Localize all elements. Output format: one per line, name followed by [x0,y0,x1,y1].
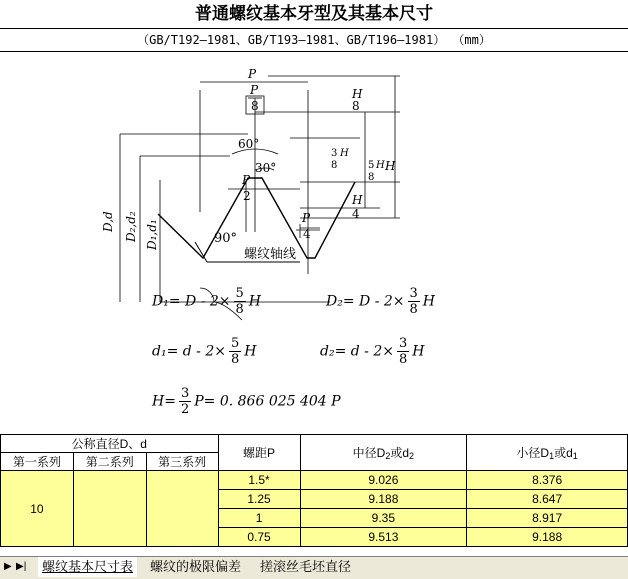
last-sheet-icon[interactable]: ▶| [16,561,27,572]
tab-limit-deviations[interactable]: 螺纹的极限偏差 [150,559,242,574]
header-series-2[interactable]: 第二系列 [73,453,146,471]
cell-pitch-diameter[interactable]: 9.188 [300,490,467,509]
height-quarter-4-label: 4 [352,207,360,221]
cell-minor-diameter[interactable]: 8.917 [467,509,628,528]
formula-H: H= $\frac{3}{2}$ P= 0. 866 025 404 P [152,386,341,417]
cell-series-1[interactable]: 10 [1,471,74,547]
thread-size-table [0,434,628,547]
header-pitch[interactable]: 螺距P [218,435,300,471]
height-quarter-label: H [352,193,363,207]
header-series-3[interactable]: 第三系列 [146,453,218,471]
cell-series-3[interactable] [146,471,218,547]
cell-pitch[interactable]: 1.5* [218,471,300,490]
cell-pitch[interactable]: 1 [218,509,300,528]
minor-diameter-label: D₁,d₁ [145,219,159,250]
formula-d1: d₁= d - 2× $\frac{5}{8}$ H [152,336,257,367]
tab-thread-sizes[interactable]: 螺纹基本尺寸表 [38,557,137,577]
major-diameter-label: D,d [101,211,115,232]
cell-series-2[interactable] [73,471,146,547]
header-pitch-diameter[interactable]: 中径$D_2$或$d_2$ [300,435,467,471]
five-eighths-H-label: H [376,160,385,171]
cell-pitch-diameter[interactable]: 9.026 [300,471,467,490]
five-eighths-8-label: 8 [368,172,375,183]
angle-60-label: 60° [238,137,260,151]
table-row [1,471,628,490]
pitch-fraction-label: P [250,83,259,97]
cell-minor-diameter[interactable]: 8.376 [467,471,628,490]
half-pitch-2-label: 2 [243,189,251,203]
sheet-subtitle: （GB/T192—1981、GB/T193—1981、GB/T196—1981） （mm） [137,33,491,47]
cell-minor-diameter[interactable]: 9.188 [467,528,628,547]
formula-d2: d₂= d - 2× $\frac{3}{8}$ H [320,336,425,367]
header-nominal-diameter[interactable]: 公称直径D、d [1,435,219,453]
half-pitch-label: P [242,173,251,187]
formula-D1: D₁= D - 2× $\frac{5}{8}$ H [152,286,262,317]
tab-rolling-blank-diameter[interactable]: 搓滚丝毛坯直径 [260,559,352,574]
sheet-title: 普通螺纹基本牙型及其基本尺寸 [195,4,433,24]
pitch-eighth-label: 8 [251,99,259,113]
divider [0,28,628,29]
header-minor-diameter[interactable]: 小径$D_1$或$d_1$ [467,435,628,471]
angle-30-label: 30° [255,161,277,175]
pitch-quarter-label: P [302,211,311,225]
cell-pitch-diameter[interactable]: 9.35 [300,509,467,528]
next-sheet-icon[interactable]: ▶ [4,561,12,572]
sheet-tab-bar [0,556,628,579]
cell-minor-diameter[interactable]: 8.647 [467,490,628,509]
header-series-1[interactable]: 第一系列 [1,453,74,471]
pitch-label: P [248,67,257,81]
formula-D2: D₂= D - 2× $\frac{3}{8}$ H [326,286,436,317]
cell-pitch[interactable]: 0.75 [218,528,300,547]
pitch-quarter-4-label: 4 [303,227,311,241]
three-eighths-H-label: H [340,148,349,159]
height-eighth-label: H [352,87,363,101]
pitch-diameter-label: D₂,d₂ [124,211,138,242]
cell-pitch[interactable]: 1.25 [218,490,300,509]
thread-axis-label: 螺纹轴线 [244,247,297,262]
height-eighth-8-label: 8 [352,99,360,113]
thread-profile-diagram [0,52,628,432]
three-eighths-8-label: 8 [331,160,338,171]
three-eighths-3-label: 3 [331,148,338,159]
five-eighths-5-label: 5 [368,160,375,171]
angle-90-label: 90° [214,231,238,246]
cell-pitch-diameter[interactable]: 9.513 [300,528,467,547]
height-label: H [385,159,396,173]
